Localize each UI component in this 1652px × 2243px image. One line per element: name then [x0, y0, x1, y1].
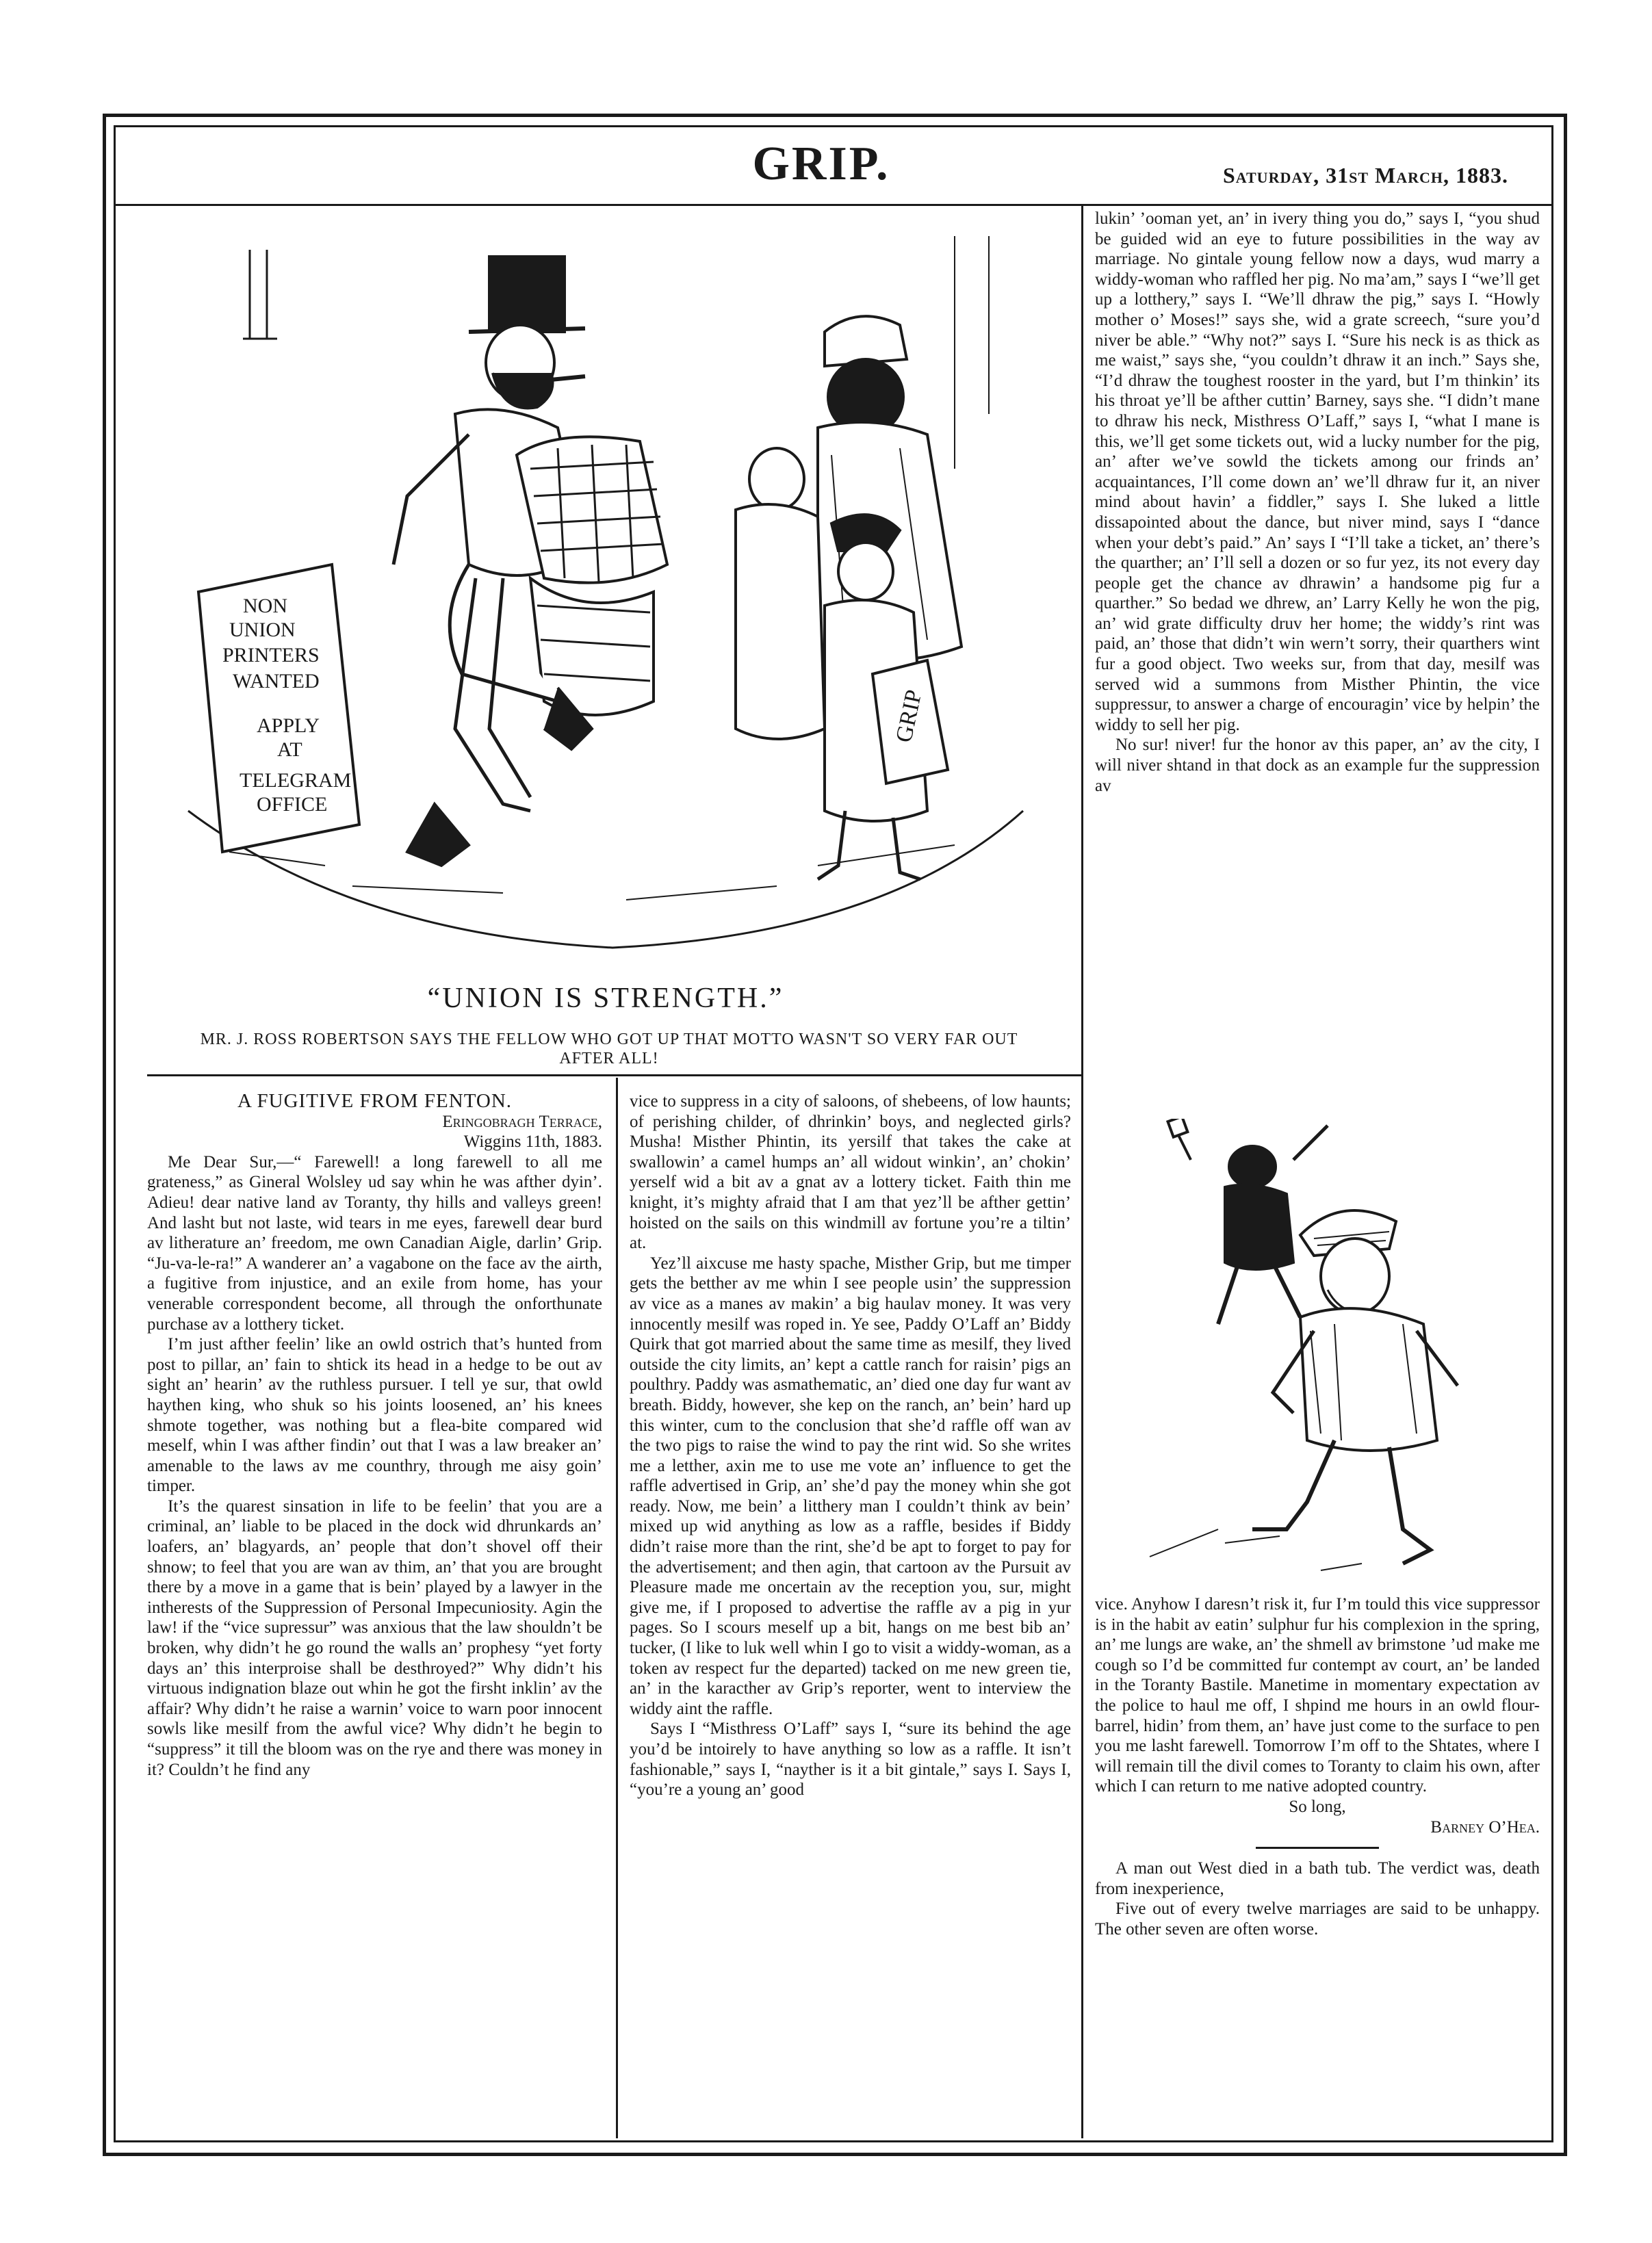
masthead-title: GRIP. — [752, 138, 890, 190]
column-rule-right — [1081, 205, 1083, 2138]
paragraph: Says I “Misthress O’Laff” says I, “sure its behind the age you’d be intoirely to have anything so low as a raffle. It isn’t fashionable,” says I, “nayther is it a bit gintale,” says I. Says I, “you’re a young an’ good — [630, 1720, 1071, 1800]
paragraph: I’m just afther feelin’ like an owld ostrich that’s hunted from post to pillar, an’ fain to shtick its head in a hedge to be out av sight an’ hearin’ av the ruthless pursuer. I tell ye sur, that owld haythen king, who shuk so his joints loosened, an’ his knees shmote together, was nothing but a flea-bite compared wid meself, whin I was afther findin’ out that I was a law breaker an’ amenable to the laws av me counthry, through me aisy goin’ timper. — [147, 1335, 602, 1496]
paragraph: vice to suppress in a city of saloons, of shebeens, of low haunts; of perishing childer, of dhrinkin’ boys, and neglected girls? Musha! Misther Phintin, its yersilf that takes the cake at swallowin’ a camel humps an’ all widout winkin’, an’ chokin’ yerself wid a bit av a gnat av a lottery ticket. Faith thin me knight, it’s mighty afraid that I am that yez’ll be afther gettin’ hoisted on the sails on this windmill av fortune you’re a tiltin’ at. — [630, 1092, 1071, 1253]
sign-line: AT — [277, 738, 302, 761]
paragraph: No sur! niver! fur the honor av this paper, an’ av the city, I will niver shtand in that dock as an example fur the suppression av — [1095, 736, 1540, 795]
paragraph: Yez’ll aixcuse me hasty spache, Misther Grip, but me timper gets the betther av me whin I see people usin’ the suppression av vice as a manes av makin’ a big haulav money. It was very innocently mesilf was roped in. Ye see, Paddy O’Laff an’ Biddy Quirk that got married about the same time as mesilf, they lived outside the city limits, an’ kept a cattle ranch for raisin’ pigs an poulthry. Paddy was asmathematic, an’ died one day fur want av breath. Biddy, however, she kep on the ranch, an’ bein’ hard up this winter, cum to the conclusion that she’d raffle off wan av the two pigs to raise the wind to pay the rint wid. So she writes me a letther, axin me to use me vote an’ influence to get the raffle advertised in Grip, an’ she’d pay the money whin she got ready. Now, me bein’ a litthery man I couldn’t think av bein’ mixed up wid anything as low as a raffle, besides if Biddy didn’t raise more than the rint, she’d be apt to forget to pay for the advertisement; and then agin, that cartoon av the Pursuit av Pleasure made me oncertain av the reception you, sur, might give me, if I proposed to advertise the raffle av a pig in yur pages. So I scours meself up a bit, hangs on me best bib an’ tucker, (I like to luk well whin I go to visit a widdy-woman, as a token av respect fur the departed) tacked on me new green tie, an’ in the karacther av Grip’s reporter, went to interview the widdy aint the raffle. — [630, 1254, 1071, 1718]
sign-line: UNION — [229, 619, 296, 641]
masthead-rule — [116, 204, 1551, 206]
cartoon-caption: “UNION IS STRENGTH.” — [427, 983, 784, 1014]
article-column-3-top — [1095, 209, 1540, 1112]
cartoon-subcaption: MR. J. ROSS ROBERTSON SAYS THE FELLOW WHO GOT UP THAT MOTTO WASN'T SO VERY FAR OUT AFTER ALL! — [200, 1030, 1018, 1067]
sign-line: NON — [243, 595, 287, 617]
article-column-3-bottom — [1095, 1594, 1540, 2131]
article-headline: A FUGITIVE FROM FENTON. — [237, 1091, 513, 1112]
grip-paper-label: GRIP — [891, 687, 927, 745]
column-rule-middle — [616, 1078, 618, 2138]
cartoon-illustration — [147, 209, 1064, 975]
article-closing: So long, — [1289, 1797, 1346, 1816]
sign-line: WANTED — [233, 670, 320, 692]
sign-line: APPLY — [257, 714, 320, 737]
article-dateline: Wiggins 11th, 1883. — [463, 1132, 602, 1152]
sign-line: PRINTERS — [222, 644, 320, 666]
separator-rule — [1256, 1847, 1379, 1849]
paragraph: lukin’ ’ooman yet, an’ in ivery thing you do,” says I, “you shud be guided wid an eye to future possibilities in the way av marriage. No gintale young fellow now a days, wud marry a widdy-woman who raffled her pig. No ma’am,” says I “we’ll get up a lotthery,” says I. “We’ll dhraw the pig,” says I. “Howly mother o’ Moses!” says she, wid a grate screech, “sure you’d niver be able.” “Why not?” says I. “Sure his neck is as thick as me waist,” says she, “you couldn’t dhraw it an inch.” Says she, “I’d dhraw the toughest rooster in the yard, but I’m thinkin’ its his throat ye’ll be afther cuttin’ Barney, says she. “I didn’t mane to dhraw his neck, Misthress O’Laff,” says I, “what I mane is this, we’ll get some tickets out, wid a lucky number for the pig, an’ after we’ve sowld the tickets among our frinds an’ acquaintances, I’ll come down an’ we’ll dhraw fur it, an niver mind about havin’ a fiddler,” says I. She luked a little dissapointed about the dance, but niver mind, says I “dance when your debt’s paid.” An’ says I “I’ll take a ticket, an’ there’s the quarther; an’ I’ll sell a dozen or so fur yez, its not every day people get the chance av dhrawin’ a handsome pig fur a quarther.” So bedad we dhrew, an’ Larry Kelly he won the pig, an’ wid grate difficulty druv her home; the widdy’s rint was paid, an’ those that didn’t win wern’t sorry, their quarthers wint fur a good object. Two weeks sur, from that day, mesilf was served wid a summons from Misther Phintin, the vice suppressur, to answer a charge of encouragin’ vice by helpin’ the widdy to sell her pig. — [1095, 209, 1540, 734]
article-address: Eringobragh Terrace, — [442, 1112, 602, 1131]
non-union-sign — [198, 565, 359, 852]
article-column-2 — [630, 1091, 1071, 2131]
filler-item: Five out of every twelve marriages are said to be unhappy. The other seven are often worse. — [1095, 1900, 1540, 1939]
paragraph: Me Dear Sur,—“ Farewell! a long farewell to all me grateness,” as Gineral Wolsley ud say whin he was afther dyin’. Adieu! dear native land av Toranty, thy hills and valleys green! And lasht but not laste, wid tears in me eyes, farewell dear burd av litherature an’ freedom, me own Canadian Aigle, darlin’ Grip. “Ju-va-le-ra!” A wanderer an’ a vagabone on the face av the airth, a fugitive from injustice, and an exile from home, has your venerable correspondent become, all through the onforthunate purchase av a lotthery ticket. — [147, 1152, 602, 1334]
fugitive-illustration — [1115, 1119, 1512, 1584]
masthead-date: Saturday, 31st March, 1883. — [1222, 163, 1508, 187]
article-signature: Barney O’Hea. — [1430, 1817, 1540, 1837]
sign-line: OFFICE — [257, 793, 328, 816]
paragraph: It’s the quarest sinsation in life to be feelin’ that you are a criminal, an’ liable to be placed in the dock wid dhrunkards an’ loafers, an’ blagyards, an’ people that don’t shovel off their shnow; to feel that you are wan av thim, an’ that you are brought there by a move in a game that is bein’ played by a lawyer in the intherests of the Suppression of Personal Impecuniosity. Agin the law! if the “vice supressur” was anxious that the law shouldn’t be broken, why didn’t he go round the walls an’ prophesy “yet forty days an’ this interproise shall be desthroyed?” Why didn’t his virtuous indignation blaze out whin he got the firsht inklin’ av the affair? Why didn’t he raise a warnin’ voice to warn poor innocent sowls like mesilf from the awful vice? Why didn’t he begin to “suppress” it till the bloom was on the rye and there was money in it? Couldn’t he find any — [147, 1496, 602, 1779]
paragraph: vice. Anyhow I daresn’t risk it, fur I’m tould this vice suppressor is in the habit av eatin’ sulphur fur his complexion in the spring, an’ me lungs are wake, an’ the shmell av brimstone ’ud make me cough so I’d be committed fur contempt av court, an’ be landed in the Toranty Bastile. Manetime in momentary expectation av the police to haul me off, I shpind me hours in an owld flour-barrel, hidin’ from them, an’ have just come to the surface to pen you me lasht farewell. Tomorrow I’m off to the Shtates, where I will remain till the divil comes to Toranty to claim his own, after which I can return to me native adopted country. — [1095, 1595, 1540, 1796]
cartoon-bottom-rule — [147, 1074, 1081, 1076]
filler-item: A man out West died in a bath tub. The verdict was, death from inexperience, — [1095, 1859, 1540, 1898]
article-column-1 — [147, 1091, 602, 2131]
sign-line: TELEGRAM — [240, 769, 352, 792]
